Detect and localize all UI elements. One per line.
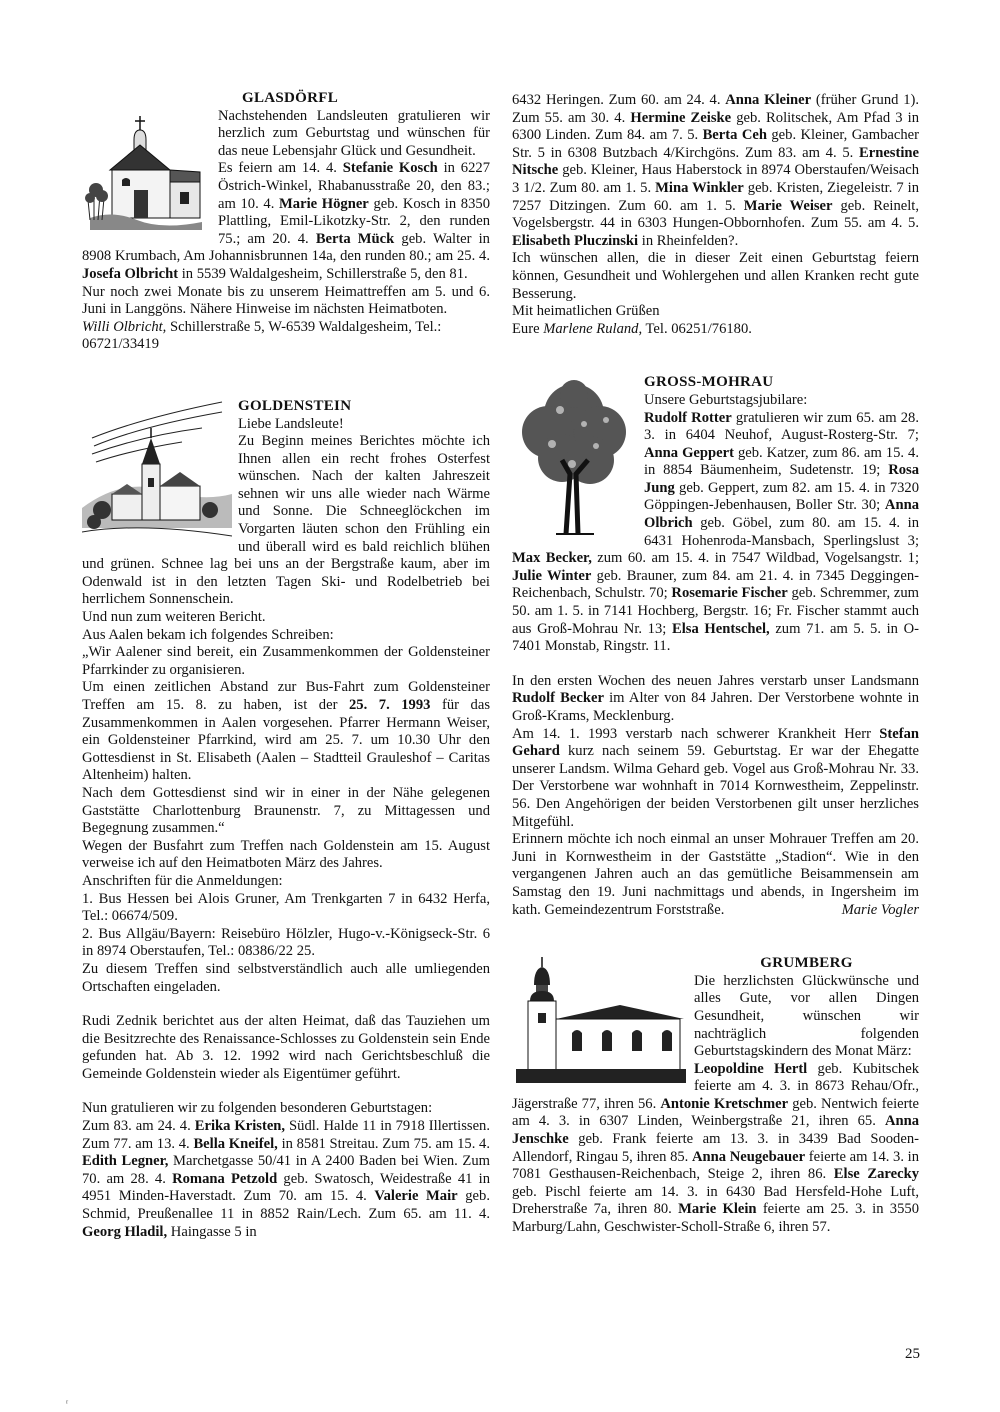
text: Haingasse 5 in (170, 1223, 257, 1240)
text: Am 14. 1. 1993 verstarb nach schwerer Krankheit Herr (512, 725, 871, 742)
section-heading-goldenstein: GOLDENSTEIN (238, 397, 352, 414)
person-name: Berta Ceh (702, 127, 767, 144)
glasdoerfl-meeting-note: Nur noch zwei Monate bis zu unserem Heimattreffen am 5. und 6. Juni in Langgöns. Nähere Hinweise im nächsten Heimatboten. (82, 283, 490, 318)
event-date: 25. 7. 1993 (349, 697, 431, 713)
person-name: Valerie Mair (374, 1188, 458, 1205)
person-name: Erika Kristen, (194, 1118, 286, 1135)
person-name: Marie Weiser (743, 197, 833, 214)
text: feierte am 14. 3. in 7081 Gesthausen-Reichenbach, Steige 2, ihren 86. (512, 1148, 919, 1183)
person-name: Hermine Zeiske (630, 109, 732, 126)
goldenstein-p12: Zu diesem Treffen sind selbstverständlich auch alle umliegenden Ortschaften eingeladen. (82, 960, 490, 995)
goldenstein-p7: Nach dem Gottesdienst sind wir in einer in der Nähe gelegenen Gaststätte Charlottenburg Braunenstr. 7, zu Mittagessen und Begegnung zusammen.“ (82, 784, 490, 837)
person-name: Else Zarecky (833, 1166, 919, 1183)
person-name: Rosa Jung (644, 462, 919, 496)
text: Marchetgasse 50/41 in A 2400 Baden bei Wien. Zum 70. am 28. 4. (82, 1153, 490, 1187)
person-name: Leopoldine Hertl (694, 1060, 808, 1077)
meeting-reminder (512, 831, 919, 919)
text: feierte am 25. 3. in 3550 Marburg/Lahn, Geschwister-Scholl-Straße 6, ihren 57. (512, 1201, 919, 1236)
person-name: Georg Hladil, (82, 1223, 168, 1240)
person-name: Anna Olbrich (644, 497, 919, 532)
goldenstein-p6 (82, 679, 490, 785)
person-name: Anna Geppert (644, 444, 734, 461)
text: geb. Schmid, Preußenallee 11 in 8852 Rain/Lech. Zum 65. am 11. 4. (82, 1188, 490, 1223)
glasdoerfl-signature (82, 319, 490, 354)
goldenstein-p8: Wegen der Busfahrt zum Treffen nach Goldenstein am 15. August verweise ich auf den Heimatboten März des Jahres. (82, 837, 490, 872)
text: Es feiern am 14. 4. (218, 160, 337, 177)
section-heading-glasdoerfl: GLASDÖRFL (242, 90, 339, 106)
text: geb. Kubitschek feierte am 4. 3. in 8673 Rehau/Ofr., Jägerstraße 77, ihren 56. (512, 1060, 919, 1112)
text: 6432 Heringen. Zum 60. am 24. 4. (512, 92, 721, 108)
goldenstein-p9: Anschriften für die Anmeldungen: (82, 872, 283, 889)
person-name: Anna Neugebauer (691, 1148, 806, 1165)
glasdoerfl-intro: Nachstehenden Landsleuten gratulieren wir herzlich zum Geburtstag und wünschen für das neue Lebensjahr Glück und Gesundheit. (218, 107, 490, 159)
text: Erinnern möchte ich noch einmal an unser Mohrauer Treffen am 20. Juni in Kornwestheim in der Gaststätte „Stadion“. Wie in den vergangenen Jahren auch an das gemütliche Beisammensein am Samstag den 19. Juni nachmittags und abends, in Ingersheim im kath. Gemeindezentrum Forststraße. (512, 831, 919, 918)
goldenstein-p4: Aus Aalen bekam ich folgendes Schreiben: (82, 626, 334, 643)
obituary-2 (512, 726, 919, 832)
text: geb. Katzer, zum 86. am 15. 4. in 8854 Bäumenheim, Sudetenstr. 19; (644, 444, 919, 479)
right-column (512, 92, 919, 1237)
text: geb. Kosch in 8350 Plattling, Emil-Likotzky-Str. 2, den runden 75.; am 20. 4. (218, 195, 490, 247)
person-name: Elisabeth Pluczinski (512, 232, 639, 249)
wishes-paragraph: Ich wünschen allen, die in dieser Zeit einen Geburtstag feiern können, Gesundheit und Wohlergehen und allen Kranken recht gute Besserung. (512, 250, 919, 302)
section-heading-grumberg: GRUMBERG (760, 955, 853, 972)
goldenstein-p14: Nun gratulieren wir zu folgenden besonderen Geburtstagen: (82, 1100, 433, 1117)
text: Tel. 06251/76180. (645, 320, 752, 337)
person-name: Bella Kneifel, (193, 1135, 278, 1152)
text: geb. Kleiner, Haus Haberstock in 8974 Oberstaufen/Weisach 3 1/2. Zum 80. am 1. 5. (512, 162, 919, 196)
person-name: Anna Kleiner (725, 92, 812, 108)
person-name: Marie Klein (678, 1201, 757, 1218)
goldenstein-p3: Und nun zum weiteren Bericht. (82, 609, 266, 626)
text: geb. Nentwich feierte am 4. 3. in 6307 Linden, Weinbergstraße 21, ihren 65. (512, 1095, 920, 1130)
text: für das Zusammenkommen in Aalen vorgesehen. Pfarrer Hermann Weiser, ein Goldensteiner Pfarrkind, wird am 25. 7. um 10.30 Uhr den Gottesdienst in St. Elisabeth (Aalen – Stadtteil Grauleshof – Caritas Altenheim) halten. (82, 697, 491, 784)
text: in 8581 Streitau. Zum 75. am 15. 4. (281, 1135, 491, 1152)
person-name: Rosemarie Fischer (671, 585, 788, 602)
author-name: Willi Olbricht, (82, 318, 167, 335)
text: geb. Rolitschek, Am Pfad 3 in 6300 Linden. Zum 84. am 7. 5. (512, 109, 919, 144)
text: Südl. Halde 11 in 7918 Illertissen. Zum 77. am 13. 4. (82, 1118, 490, 1152)
text: In den ersten Wochen des neuen Jahres verstarb unser Landsmann (512, 672, 919, 689)
person-name: Ernestine Nitsche (512, 144, 919, 179)
author-address: Schillerstraße 5, W-6539 Waldalgesheim, Tel.: 06721/33419 (82, 318, 442, 353)
text: gratulieren wir zum 65. am 28. 3. in 6404 Neuhof, August-Rosterg-Str. 7; (644, 409, 919, 444)
person-name: Mina Winkler (655, 179, 744, 196)
text: Eure (512, 320, 540, 337)
person-name: Anna Jenschke (512, 1113, 920, 1148)
text: Um einen zeitlichen Abstand zur Bus-Fahrt zum Goldensteiner Treffen am 15. 8. zu haben, ist der (82, 679, 490, 713)
goldenstein-p5: „Wir Aalener sind bereit, ein Zusammenkommen der Goldensteiner Pfarrkinder zu organisieren. (82, 644, 490, 678)
gross-mohrau-intro: Unsere Geburtstagsjubilare: (644, 391, 808, 408)
text: geb. Göbel, zum 80. am 15. 4. in 6431 Hohenroda-Mansbach, Sperlingslust 3; (644, 515, 919, 549)
text: kurz nach seinem 59. Geburtstag. Er war der Ehegatte unserer Landsm. Wilma Gehard geb. Vogel aus Groß-Mohrau Nr. 33. Der Verstorbene war wohnhaft in 7014 Kornwestheim, Zeppelinstr. 56. Den Angehörigen der beiden Verstorbenen gilt unser herzliches Mitgefühl. (512, 743, 919, 830)
person-name: Edith Legner, (82, 1153, 169, 1170)
text: geb. Kleiner, Gambacher Str. 5 in 6308 Butzbach 4/Kirchgöns. Zum 83. am 4. 5. (512, 127, 919, 161)
goldenstein-illustration (82, 398, 232, 548)
person-name: Josefa Olbricht (82, 265, 179, 282)
right-signature (512, 321, 919, 339)
person-name: Marie Högner (279, 195, 369, 212)
person-name: Berta Mück (315, 230, 395, 247)
obituary-1 (512, 673, 919, 726)
text: zum 71. am 5. 5. in O-7401 Monstab, Ringstr. 11. (512, 620, 920, 655)
person-name: Stefanie Kosch (342, 160, 438, 177)
text: (früher Grund 1). Zum 55. am 30. 4. (512, 92, 919, 126)
person-name: Julie Winter (512, 567, 592, 584)
grumberg-church-illustration (512, 955, 688, 1085)
text: geb. Geppert, zum 82. am 15. 4. in 7320 Göppingen-Jebenhausen, Boller Str. 30; (644, 479, 920, 514)
tree-illustration (512, 374, 638, 538)
text: geb. Frank feierte am 13. 3. in 3439 Bad Sooden-Allendorf, Ringau 5, ihren 85. (512, 1131, 919, 1165)
goldenstein-greeting: Liebe Landsleute! (238, 415, 344, 432)
text: geb. Walter in 8908 Krumbach, Am Johannisbrunnen 14a, den runden 80.; am 25. 4. (82, 230, 490, 265)
text: Zum 83. am 24. 4. (82, 1118, 191, 1135)
person-name: Stefan Gehard (512, 725, 920, 760)
continued-birthdays (512, 92, 919, 250)
text: geb. Swatosch, Weidestraße 41 in 4951 Minden-Haverstadt. Zum 70. am 15. 4. (82, 1170, 490, 1205)
goldenstein-intro: Zu Beginn meines Berichtes möchte ich Ihnen allen ein recht frohes Osterfest wünschen. Nach der kalten Jahreszeit sehnen wir uns alle wieder nach Wärme und Sonne. Die Schneeglöckchen im Vorgarten läuten schon den Frühling ein und überall wird es bald reichlich blühen und grünen. Schnee lag bei uns an der Bergstraße kaum, aber im Odenwald ist in den letzten Tagen Ski- und Rodelbetrieb bei herrlichem Sonnenschein. (82, 433, 490, 608)
person-name: Elsa Hentschel, (671, 620, 770, 637)
person-name: Romana Petzold (172, 1170, 278, 1187)
grumberg-birthdays (512, 1061, 919, 1237)
text: im Alter von 84 Jahren. Der Verstorbene wohnte in Groß-Krams, Mecklenburg. (512, 690, 919, 724)
signature: Marie Vogler (841, 901, 919, 918)
person-name: Max Becker, (512, 550, 592, 567)
page-number: 25 (905, 1346, 920, 1362)
left-column (82, 90, 490, 1241)
goldenstein-p11: 2. Bus Allgäu/Bayern: Reisebüro Hölzler, Hugo-v.-Königseck-Str. 6 in 8974 Oberstaufen, Tel.: 08386/22 25. (82, 925, 490, 960)
text: geb. Brauner, zum 84. am 21. 4. in 7345 Deggingen-Reichenbach, Schulstr. 70; (512, 567, 919, 602)
person-name: Antonie Kretschmer (660, 1095, 789, 1112)
text: geb. Reinelt, Vogelsbergstr. 44 in 6303 Hungen-Obbornhofen. Zum 55. am 4. 5. (512, 197, 919, 232)
goldenstein-p13: Rudi Zednik berichtet aus der alten Heimat, daß das Tauziehen um die Besitzrechte des Renaissance-Schlosses zu Goldenstein sein Ende gefunden hat. Ab 3. 12. 1992 wird nach Gerichtsbeschluß die Gemeinde Goldenstein wieder als Eigentümer geführt. (82, 1013, 490, 1082)
text: geb. Kristen, Ziegeleistr. 7 in 7257 Ditzingen. Zum 60. am 1. 5. (512, 179, 919, 214)
goldenstein-birthdays (82, 1118, 490, 1241)
author-name: Marlene Ruland, (543, 320, 643, 337)
person-name: Rudolf Becker (512, 690, 604, 707)
greeting-line: Mit heimatlichen Grüßen (512, 303, 660, 320)
text: in 5539 Waldalgesheim, Schillerstraße 5, den 81. (181, 265, 468, 282)
grumberg-intro: Die herzlichsten Glückwünsche und alles Gute, vor allen Dingen Gesundheit, wünschen wir nachträglich folgenden Geburtstagskindern des Monat März: (694, 972, 919, 1060)
scan-mark: ʳ (66, 1398, 69, 1409)
person-name: Rudolf Rotter (644, 409, 732, 426)
chapel-illustration (82, 90, 212, 240)
section-heading-gross-mohrau: GROSS-MOHRAU (644, 374, 774, 391)
text: in 6227 Östrich-Winkel, Rhabanusstraße 20, den 83.; am 10. 4. (218, 160, 490, 212)
text: zum 60. am 15. 4. in 7547 Wildbad, Vogelsangstr. 1; (597, 550, 920, 567)
goldenstein-p10: 1. Bus Hessen bei Alois Gruner, Am Trenkgarten 7 in 6432 Herfa, Tel.: 06674/509. (82, 890, 490, 925)
text: in Rheinfelden?. (641, 232, 739, 249)
text: geb. Schremmer, zum 50. am 1. 5. in 7141 Hochberg, Bergstr. 16; Fr. Fischer stammt auch aus Groß-Mohrau Nr. 13; (512, 585, 919, 637)
text: geb. Pischl feierte am 14. 3. in 6430 Bad Hersfeld-Hohe Luft, Dreherstraße 7a, ihren 80. (512, 1183, 919, 1218)
